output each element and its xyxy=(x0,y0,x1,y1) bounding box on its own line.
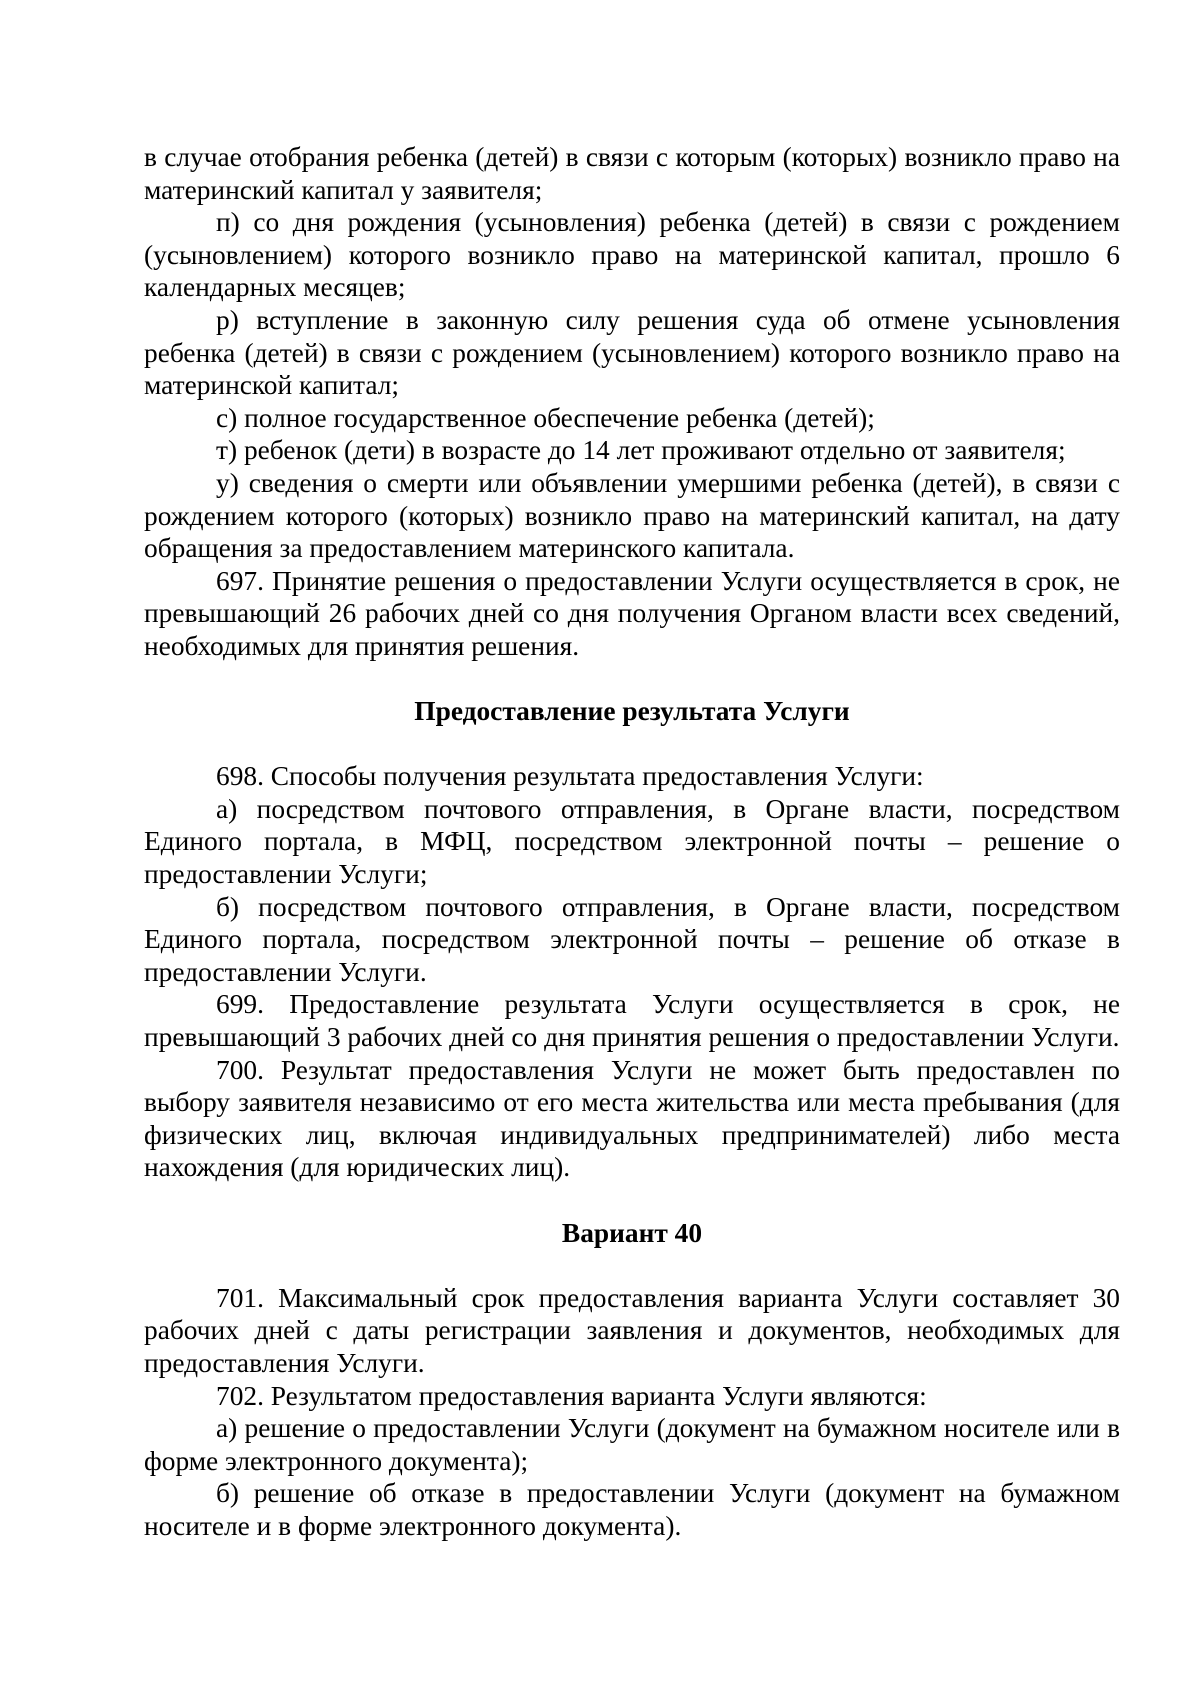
paragraph: с) полное государственное обеспечение ребенка (детей); xyxy=(216,402,875,433)
spacer xyxy=(144,1249,1120,1282)
paragraph: а) решение о предоставлении Услуги (документ на бумажном носителе или в форме электронного документа); xyxy=(144,1413,1120,1476)
document-page xyxy=(144,141,1120,1543)
spacer xyxy=(144,663,1120,696)
paragraph: 697. Принятие решения о предоставлении Услуги осуществляется в срок, не превышающий 26 рабочих дней со дня получения Органом власти всех сведений, необходимых для принятия решения. xyxy=(144,565,1120,661)
paragraph: а) посредством почтового отправления, в Органе власти, посредством Единого портала, в МФЦ, посредством электронной почты – решение о предоставлении Услуги; xyxy=(144,793,1120,890)
spacer xyxy=(144,728,1120,761)
paragraph: в случае отобрания ребенка (детей) в связи с которым (которых) возникло право на материнский капитал у заявителя; xyxy=(144,142,1120,205)
paragraph: б) решение об отказе в предоставлении Услуги (документ на бумажном носителе и в форме электронного документа). xyxy=(144,1478,1120,1541)
paragraph: 702. Результатом предоставления варианта Услуги являются: xyxy=(216,1380,927,1411)
paragraph: 700. Результат предоставления Услуги не может быть предоставлен по выбору заявителя независимо от его места жительства или места пребывания (для физических лиц, включая индивидуальных предпринимателей) либо места нахождения (для юридических лиц). xyxy=(144,1054,1120,1183)
spacer xyxy=(144,1184,1120,1217)
paragraph: 701. Максимальный срок предоставления варианта Услуги составляет 30 рабочих дней с даты регистрации заявления и документов, необходимых для предоставления Услуги. xyxy=(144,1282,1120,1378)
paragraph: т) ребенок (дети) в возрасте до 14 лет проживают отдельно от заявителя; xyxy=(216,435,1066,466)
paragraph: 698. Способы получения результата предоставления Услуги: xyxy=(216,761,924,792)
section-heading: Вариант 40 xyxy=(561,1217,703,1248)
paragraph: б) посредством почтового отправления, в Органе власти, посредством Единого портала, посредством электронной почты – решение об отказе в предоставлении Услуги. xyxy=(144,891,1120,987)
paragraph: п) со дня рождения (усыновления) ребенка (детей) в связи с рождением (усыновлением) которого возникло право на материнской капитал, прошло 6 календарных месяцев; xyxy=(144,207,1120,303)
paragraph: 699. Предоставление результата Услуги осуществляется в срок, не превышающий 3 рабочих дней со дня принятия решения о предоставлении Услуги. xyxy=(144,989,1120,1053)
paragraph: у) сведения о смерти или объявлении умершими ребенка (детей), в связи с рождением которого (которых) возникло право на материнский капитал, на дату обращения за предоставлением материнского капитала. xyxy=(144,467,1120,564)
paragraph: р) вступление в законную силу решения суда об отмене усыновления ребенка (детей) в связи с рождением (усыновлением) которого возникло право на материнской капитал; xyxy=(144,304,1120,401)
section-heading: Предоставление результата Услуги xyxy=(414,696,850,727)
